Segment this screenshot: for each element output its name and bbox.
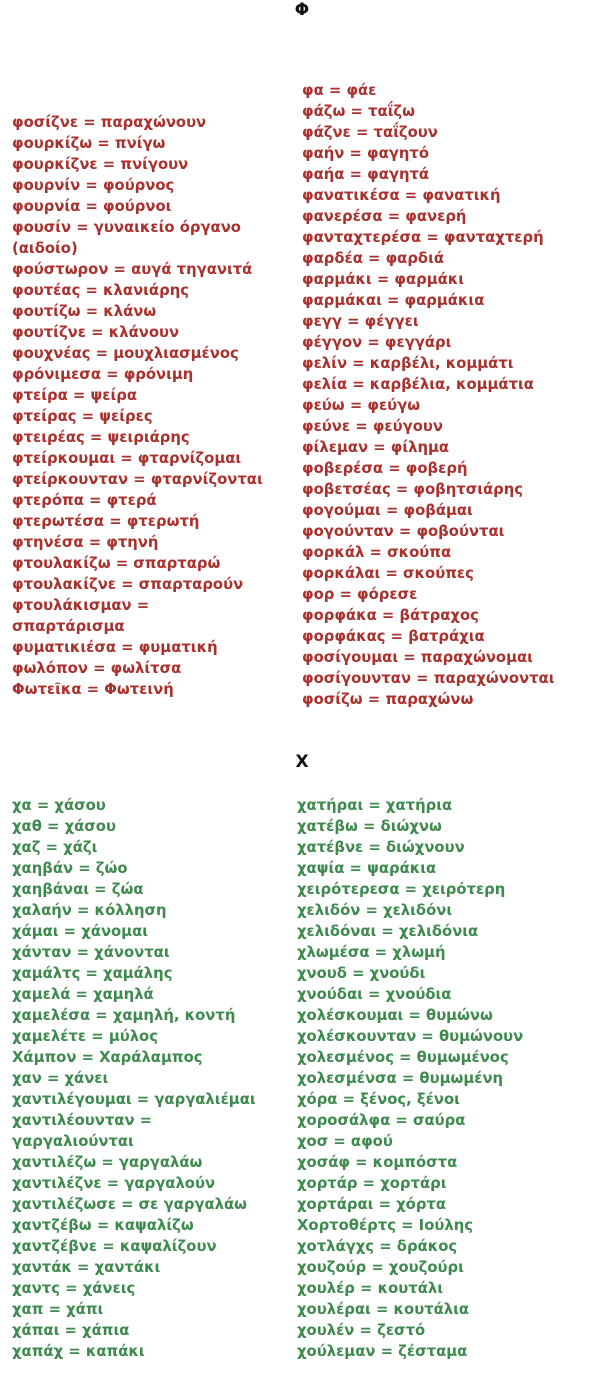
- dictionary-entry: φτείρκουμαι = φταρνίζομαι: [12, 450, 242, 467]
- dictionary-entry: φούστωρον = αυγά τηγανιτά: [12, 261, 253, 278]
- dictionary-entry: χάνταν = χάνονται: [12, 944, 170, 961]
- dictionary-entry: χόρα = ξένος, ξένοι: [297, 1091, 460, 1108]
- dictionary-entry: γαργαλιούνται: [12, 1133, 134, 1150]
- dictionary-entry: χαντάκ = χαντάκι: [12, 1259, 161, 1276]
- dictionary-entry: χαηβάναι = ζώα: [12, 881, 144, 898]
- dictionary-entry: φανταχτερέσα = φανταχτερή: [302, 229, 544, 246]
- dictionary-entry: χοτλάγχς = δράκος: [297, 1238, 458, 1255]
- dictionary-entry: χαντζέβω = καψαλίζω: [12, 1217, 194, 1234]
- dictionary-entry: χουζούρ = χουζούρι: [297, 1259, 464, 1276]
- dictionary-entry: φαρδέα = φαρδιά: [302, 250, 445, 267]
- dictionary-entry: φοσίζω = παραχώνω: [302, 691, 474, 708]
- dictionary-entry: φορκάλ = σκούπα: [302, 544, 452, 561]
- chi-right-column: [297, 795, 597, 1362]
- dictionary-entry: φαρμάκι = φαρμάκι: [302, 271, 465, 288]
- dictionary-entry: χατέβω = διώχνω: [297, 818, 442, 835]
- dictionary-entry: χαμελέτε = μύλος: [12, 1028, 158, 1045]
- dictionary-entry: χελιδόναι = χελιδόνια: [297, 923, 479, 940]
- dictionary-entry: χαντς = χάνεις: [12, 1280, 136, 1297]
- dictionary-entry: χορτάρ = χορτάρι: [297, 1175, 447, 1192]
- dictionary-entry: φα = φάε: [302, 82, 377, 99]
- dictionary-entry: φτουλάκισμαν =: [12, 597, 150, 614]
- dictionary-entry: χνούδαι = χνούδια: [297, 986, 452, 1003]
- dictionary-entry: χαντιλέζωσε = σε γαργαλάω: [12, 1196, 248, 1213]
- dictionary-entry: φτερόπα = φτερά: [12, 492, 157, 509]
- dictionary-entry: φάζω = ταΐζω: [302, 103, 416, 120]
- dictionary-entry: χορτάραι = χόρτα: [297, 1196, 447, 1213]
- dictionary-entry: χοροσάλφα = σαύρα: [297, 1112, 466, 1129]
- dictionary-entry: φανατικέσα = φανατική: [302, 187, 501, 204]
- dictionary-entry: χαμελά = χαμηλά: [12, 986, 154, 1003]
- dictionary-entry: χαντιλέζνε = γαργαλούν: [12, 1175, 216, 1192]
- dictionary-entry: χαντιλέζω = γαργαλάω: [12, 1154, 203, 1171]
- phi-left-column: [12, 112, 312, 700]
- dictionary-entry: χάμαι = χάνομαι: [12, 923, 149, 940]
- dictionary-entry: χαηβάν = ζώο: [12, 860, 128, 877]
- dictionary-entry: φουσίν = γυναικείο όργανο: [12, 219, 241, 236]
- dictionary-entry: φτείρας = ψείρες: [12, 408, 153, 425]
- dictionary-entry: χαν = χάνει: [12, 1070, 109, 1087]
- dictionary-entry: φουρνία = φούρνοι: [12, 198, 172, 215]
- dictionary-entry: χαζ = χάζι: [12, 839, 98, 856]
- dictionary-entry: φορφάκα = βάτραχος: [302, 607, 479, 624]
- dictionary-entry: χαντιλέουνταν =: [12, 1112, 153, 1129]
- dictionary-entry: φίλεμαν = φίλημα: [302, 439, 450, 456]
- dictionary-entry: χαθ = χάσου: [12, 818, 116, 835]
- dictionary-entry: χαμελέσα = χαμηλή, κοντή: [12, 1007, 236, 1024]
- dictionary-entry: φελίν = καρβέλι, κομμάτι: [302, 355, 514, 372]
- dictionary-entry: χαπ = χάπι: [12, 1301, 104, 1318]
- dictionary-entry: φογούμαι = φοβάμαι: [302, 502, 473, 519]
- dictionary-entry: χοσ = αφού: [297, 1133, 393, 1150]
- dictionary-entry: χειρότερεσα = χειρότερη: [297, 881, 506, 898]
- dictionary-entry: φτειρέας = ψειριάρης: [12, 429, 190, 446]
- dictionary-entry: φουρκίζω = πνίγω: [12, 135, 166, 152]
- dictionary-entry: φαήα = φαγητά: [302, 166, 430, 183]
- dictionary-entry: φοσίγουνταν = παραχώνονται: [302, 670, 555, 687]
- dictionary-entry: φρόνιμεσα = φρόνιμη: [12, 366, 194, 383]
- dictionary-entry: χελιδόν = χελιδόνι: [297, 902, 453, 919]
- dictionary-entry: φάζνε = ταΐζουν: [302, 124, 438, 141]
- dictionary-entry: φτουλακίζω = σπαρταρώ: [12, 555, 221, 572]
- dictionary-entry: φωλόπον = φωλίτσα: [12, 660, 182, 677]
- dictionary-entry: χολέσκουμαι = θυμώνω: [297, 1007, 493, 1024]
- dictionary-entry: φαρμάκαι = φαρμάκια: [302, 292, 485, 309]
- dictionary-entry: σπαρτάρισμα: [12, 618, 125, 635]
- dictionary-entry: χαψία = ψαράκια: [297, 860, 437, 877]
- dictionary-entry: φουτέας = κλανιάρης: [12, 282, 189, 299]
- dictionary-entry: χουλέρ = κουτάλι: [297, 1280, 444, 1297]
- dictionary-entry: φεύω = φεύγω: [302, 397, 421, 414]
- section-heading-chi: Χ: [295, 752, 309, 772]
- dictionary-entry: χαμάλτς = χαμάλης: [12, 965, 173, 982]
- dictionary-entry: φοσίγουμαι = παραχώνομαι: [302, 649, 533, 666]
- dictionary-entry: χοσάφ = κομπόστα: [297, 1154, 458, 1171]
- dictionary-entry: χατέβνε = διώχνουν: [297, 839, 465, 856]
- dictionary-entry: φουτίζνε = κλάνουν: [12, 324, 180, 341]
- dictionary-entry: φέγγον = φεγγάρι: [302, 334, 452, 351]
- dictionary-entry: Χορτοθέρτς = Ιούλης: [297, 1217, 474, 1234]
- dictionary-entry: χουλέν = ζεστό: [297, 1322, 426, 1339]
- dictionary-entry: φουτίζω = κλάνω: [12, 303, 157, 320]
- dictionary-entry: φορκάλαι = σκούπες: [302, 565, 474, 582]
- dictionary-entry: φτηνέσα = φτηνή: [12, 534, 159, 551]
- dictionary-entry: χολεσμένσα = θυμωμένη: [297, 1070, 504, 1087]
- dictionary-entry: φαήν = φαγητό: [302, 145, 430, 162]
- dictionary-entry: χαπάχ = καπάκι: [12, 1343, 145, 1360]
- dictionary-entry: φοβετσέας = φοβητσιάρης: [302, 481, 524, 498]
- dictionary-entry: φουχνέας = μουχλιασμένος: [12, 345, 239, 362]
- chi-left-column: [12, 795, 312, 1362]
- dictionary-entry: φανερέσα = φανερή: [302, 208, 467, 225]
- dictionary-entry: χάπαι = χάπια: [12, 1322, 130, 1339]
- dictionary-entry: χα = χάσου: [12, 797, 106, 814]
- dictionary-entry: χαλαήν = κόλληση: [12, 902, 167, 919]
- dictionary-entry: χατήραι = χατήρια: [297, 797, 453, 814]
- dictionary-entry: χλωμέσα = χλωμή: [297, 944, 446, 961]
- dictionary-entry: φορ = φόρεσε: [302, 586, 418, 603]
- section-heading-phi: Φ: [294, 0, 310, 20]
- dictionary-entry: φτουλακίζνε = σπαρταρούν: [12, 576, 244, 593]
- dictionary-entry: χούλεμαν = ζέσταμα: [297, 1343, 468, 1360]
- dictionary-entry: φελία = καρβέλια, κομμάτια: [302, 376, 534, 393]
- dictionary-entry: φοσίζνε = παραχώνουν: [12, 114, 207, 131]
- dictionary-entry: Φωτεῖκα = Φωτεινή: [12, 681, 174, 698]
- phi-right-column: [302, 80, 602, 710]
- dictionary-entry: χουλέραι = κουτάλια: [297, 1301, 470, 1318]
- dictionary-entry: φορφάκας = βατράχια: [302, 628, 485, 645]
- dictionary-entry: φοβερέσα = φοβερή: [302, 460, 468, 477]
- dictionary-entry: χολέσκουνταν = θυμώνουν: [297, 1028, 524, 1045]
- dictionary-entry: φτείρα = ψείρα: [12, 387, 137, 404]
- dictionary-entry: Χάμπον = Χαράλαμπος: [12, 1049, 203, 1066]
- dictionary-entry: φτείρκουνταν = φταρνίζονται: [12, 471, 263, 488]
- dictionary-entry: φεγγ = φέγγει: [302, 313, 419, 330]
- dictionary-entry: φεύνε = φεύγουν: [302, 418, 443, 435]
- dictionary-entry: φτερωτέσα = φτερωτή: [12, 513, 200, 530]
- dictionary-entry: χολεσμένος = θυμωμένος: [297, 1049, 509, 1066]
- dictionary-entry: φογούνταν = φοβούνται: [302, 523, 505, 540]
- dictionary-entry: χαντιλέγουμαι = γαργαλιέμαι: [12, 1091, 256, 1108]
- dictionary-entry: φουρνίν = φούρνος: [12, 177, 175, 194]
- dictionary-entry: φουρκίζνε = πνίγουν: [12, 156, 189, 173]
- dictionary-entry: χνουδ = χνούδι: [297, 965, 426, 982]
- dictionary-entry: χαντζέβνε = καψαλίζουν: [12, 1238, 217, 1255]
- dictionary-entry: (αιδοίο): [12, 240, 78, 257]
- dictionary-entry: φυματικιέσα = φυματική: [12, 639, 218, 656]
